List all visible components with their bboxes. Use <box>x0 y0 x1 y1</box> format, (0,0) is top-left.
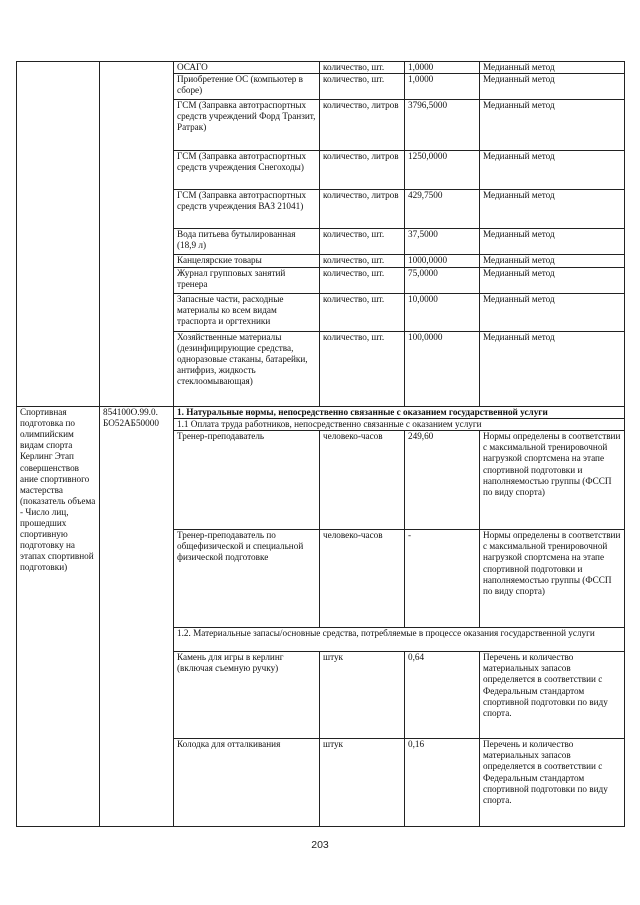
page-number: 203 <box>311 839 329 851</box>
item-name: ГСМ (Заправка автотраспортных средств учреждения Снегоходы) <box>174 151 320 190</box>
item-unit: количество, шт. <box>320 294 405 332</box>
item-unit: количество, шт. <box>320 255 405 268</box>
item-method: Перечень и количество материальных запасов определяется в соответствии с Федеральным стандартом спортивной подготовки по виду спорта. <box>480 652 625 739</box>
item-unit: количество, литров <box>320 151 405 190</box>
item-name: Вода питьева бутылированная (18,9 л) <box>174 229 320 255</box>
item-value: 1,0000 <box>405 62 480 74</box>
item-unit: штук <box>320 652 405 739</box>
item-value: 3796,5000 <box>405 100 480 151</box>
item-value: 1000,0000 <box>405 255 480 268</box>
item-value: 75,0000 <box>405 268 480 294</box>
code-cell-empty <box>100 62 174 407</box>
item-value: 1,0000 <box>405 74 480 100</box>
item-unit: человеко-часов <box>320 530 405 628</box>
item-method: Нормы определены в соответствии с максимальной тренировочной нагрузкой спортсмена на этапе спортивной подготовки и наполняемостью группы (ФССП по виду спорта) <box>480 530 625 628</box>
service-code: 854100О.99.0. БО52АБ50000 <box>100 407 174 827</box>
item-value: 10,0000 <box>405 294 480 332</box>
item-method: Медианный метод <box>480 255 625 268</box>
norms-table <box>16 61 625 827</box>
item-value: 100,0000 <box>405 332 480 407</box>
service-cell-empty <box>17 62 100 407</box>
item-unit: количество, литров <box>320 100 405 151</box>
item-unit: количество, шт. <box>320 74 405 100</box>
section-1-2-title: 1.2. Материальные запасы/основные средства, потребляемые в процессе оказания государственной услуги <box>174 628 625 652</box>
item-name: Хозяйственные материалы (дезинфицирующие средства, одноразовые стаканы, батарейки, антифриз, жидкость стеклоомывающая) <box>174 332 320 407</box>
item-unit: количество, литров <box>320 190 405 229</box>
item-method: Перечень и количество материальных запасов определяется в соответствии с Федеральным стандартом спортивной подготовки по виду спорта. <box>480 739 625 827</box>
item-method: Медианный метод <box>480 62 625 74</box>
item-method: Медианный метод <box>480 151 625 190</box>
item-method: Медианный метод <box>480 332 625 407</box>
item-name: Тренер-преподаватель по общефизической и специальной физической подготовке <box>174 530 320 628</box>
item-name: Колодка для отталкивания <box>174 739 320 827</box>
item-unit: человеко-часов <box>320 431 405 530</box>
item-method: Медианный метод <box>480 74 625 100</box>
item-unit: количество, шт. <box>320 62 405 74</box>
item-method: Медианный метод <box>480 229 625 255</box>
item-value: 0,16 <box>405 739 480 827</box>
item-method: Медианный метод <box>480 190 625 229</box>
item-name: ОСАГО <box>174 62 320 74</box>
item-name: Журнал групповых занятий тренера <box>174 268 320 294</box>
item-value: - <box>405 530 480 628</box>
table-row <box>17 62 625 74</box>
item-unit: количество, шт. <box>320 332 405 407</box>
item-name: Канцелярские товары <box>174 255 320 268</box>
item-name: ГСМ (Заправка автотраспортных средств учреждения ВАЗ 21041) <box>174 190 320 229</box>
item-value: 0,64 <box>405 652 480 739</box>
item-value: 1250,0000 <box>405 151 480 190</box>
item-name: Тренер-преподаватель <box>174 431 320 530</box>
item-name: Приобретение ОС (компьютер в сборе) <box>174 74 320 100</box>
item-name: Запасные части, расходные материалы ко всем видам траспорта и оргтехники <box>174 294 320 332</box>
item-unit: штук <box>320 739 405 827</box>
item-method: Нормы определены в соответствии с максимальной тренировочной нагрузкой спортсмена на этапе спортивной подготовки и наполняемостью группы (ФССП по виду спорта) <box>480 431 625 530</box>
service-description: Спортивная подготовка по олимпийским видам спорта Керлинг Этап совершенствов ание спортивного мастерства (показатель объема - Число лиц, прошедших спортивную подготовку на этапах спортивной подготовки) <box>17 407 100 827</box>
item-value: 249,60 <box>405 431 480 530</box>
item-method: Медианный метод <box>480 100 625 151</box>
item-unit: количество, шт. <box>320 268 405 294</box>
item-name: ГСМ (Заправка автотраспортных средств учреждений Форд Транзит, Ратрак) <box>174 100 320 151</box>
section-1-title: 1. Натуральные нормы, непосредственно связанные с оказанием государственной услуги <box>174 407 625 419</box>
item-unit: количество, шт. <box>320 229 405 255</box>
item-value: 37,5000 <box>405 229 480 255</box>
item-method: Медианный метод <box>480 294 625 332</box>
item-value: 429,7500 <box>405 190 480 229</box>
table-row <box>17 407 625 419</box>
item-name: Камень для игры в керлинг (включая съемную ручку) <box>174 652 320 739</box>
section-1-1-title: 1.1 Оплата труда работников, непосредственно связанные с оказанием услуги <box>174 419 625 431</box>
item-method: Медианный метод <box>480 268 625 294</box>
